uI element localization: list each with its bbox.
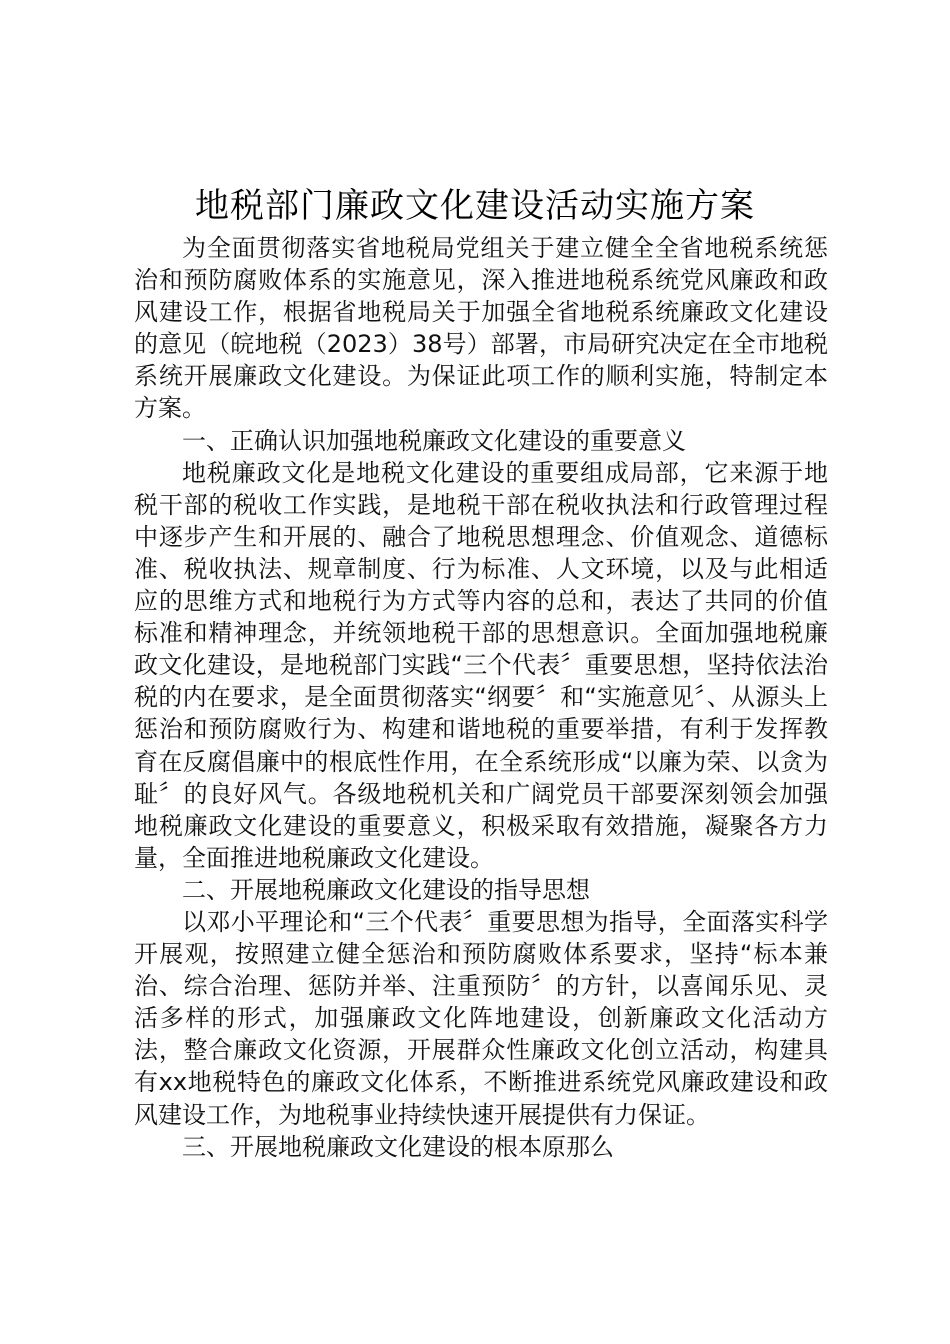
section-heading-2: 二、开展地税廉政文化建设的指导思想 (182, 875, 590, 904)
document-title: 地税部门廉政文化建设活动实施方案 (195, 186, 755, 226)
document-body (134, 232, 828, 1163)
section-1-paragraph: 地税廉政文化是地税文化建设的重要组成局部，它来源于地税干部的税收工作实践，是地税干部在税收执法和行政管理过程中逐步产生和开展的、融合了地税思想理念、价值观念、道德标准、税收执法、规章制度、行为标准、人文环境，以及与此相适应的思维方式和地税行为方式等内容的总和，表达了共同的价值标准和精神理念，并统领地税干部的思想意识。全面加强地税廉政文化建设，是地税部门实践“三个代表〞重要思想，坚持依法治税的内在要求，是全面贯彻落实“纲要〞和“实施意见〞、从源头上惩治和预防腐败行为、构建和谐地税的重要举措，有利于发挥教育在反腐倡廉中的根底性作用，在全系统形成“以廉为荣、以贪为耻〞的良好风气。各级地税机关和广阔党员干部要深刻领会加强地税廉政文化建设的重要意义，积极采取有效措施，凝聚各方力量，全面推进地税廉政文化建设。 (134, 458, 828, 872)
section-heading-1: 一、正确认识加强地税廉政文化建设的重要意义 (182, 426, 686, 455)
section-heading-3: 三、开展地税廉政文化建设的根本原那么 (182, 1132, 614, 1161)
section-2-paragraph: 以邓小平理论和“三个代表〞重要思想为指导，全面落实科学开展观，按照建立健全惩治和预防腐败体系要求，坚持“标本兼治、综合治理、惩防并举、注重预防〞的方针，以喜闻乐见、灵活多样的形式，加强廉政文化阵地建设，创新廉政文化活动方法，整合廉政文化资源，开展群众性廉政文化创立活动，构建具有xx地税特色的廉政文化体系，不断推进系统党风廉政建设和政风建设工作，为地税事业持续快速开展提供有力保证。 (134, 907, 828, 1129)
intro-paragraph: 为全面贯彻落实省地税局党组关于建立健全全省地税系统惩治和预防腐败体系的实施意见，深入推进地税系统党风廉政和政风建设工作，根据省地税局关于加强全省地税系统廉政文化建设的意见（皖地税（2023）38号）部署，市局研究决定在全市地税系统开展廉政文化建设。为保证此项工作的顺利实施，特制定本方案。 (134, 234, 828, 423)
